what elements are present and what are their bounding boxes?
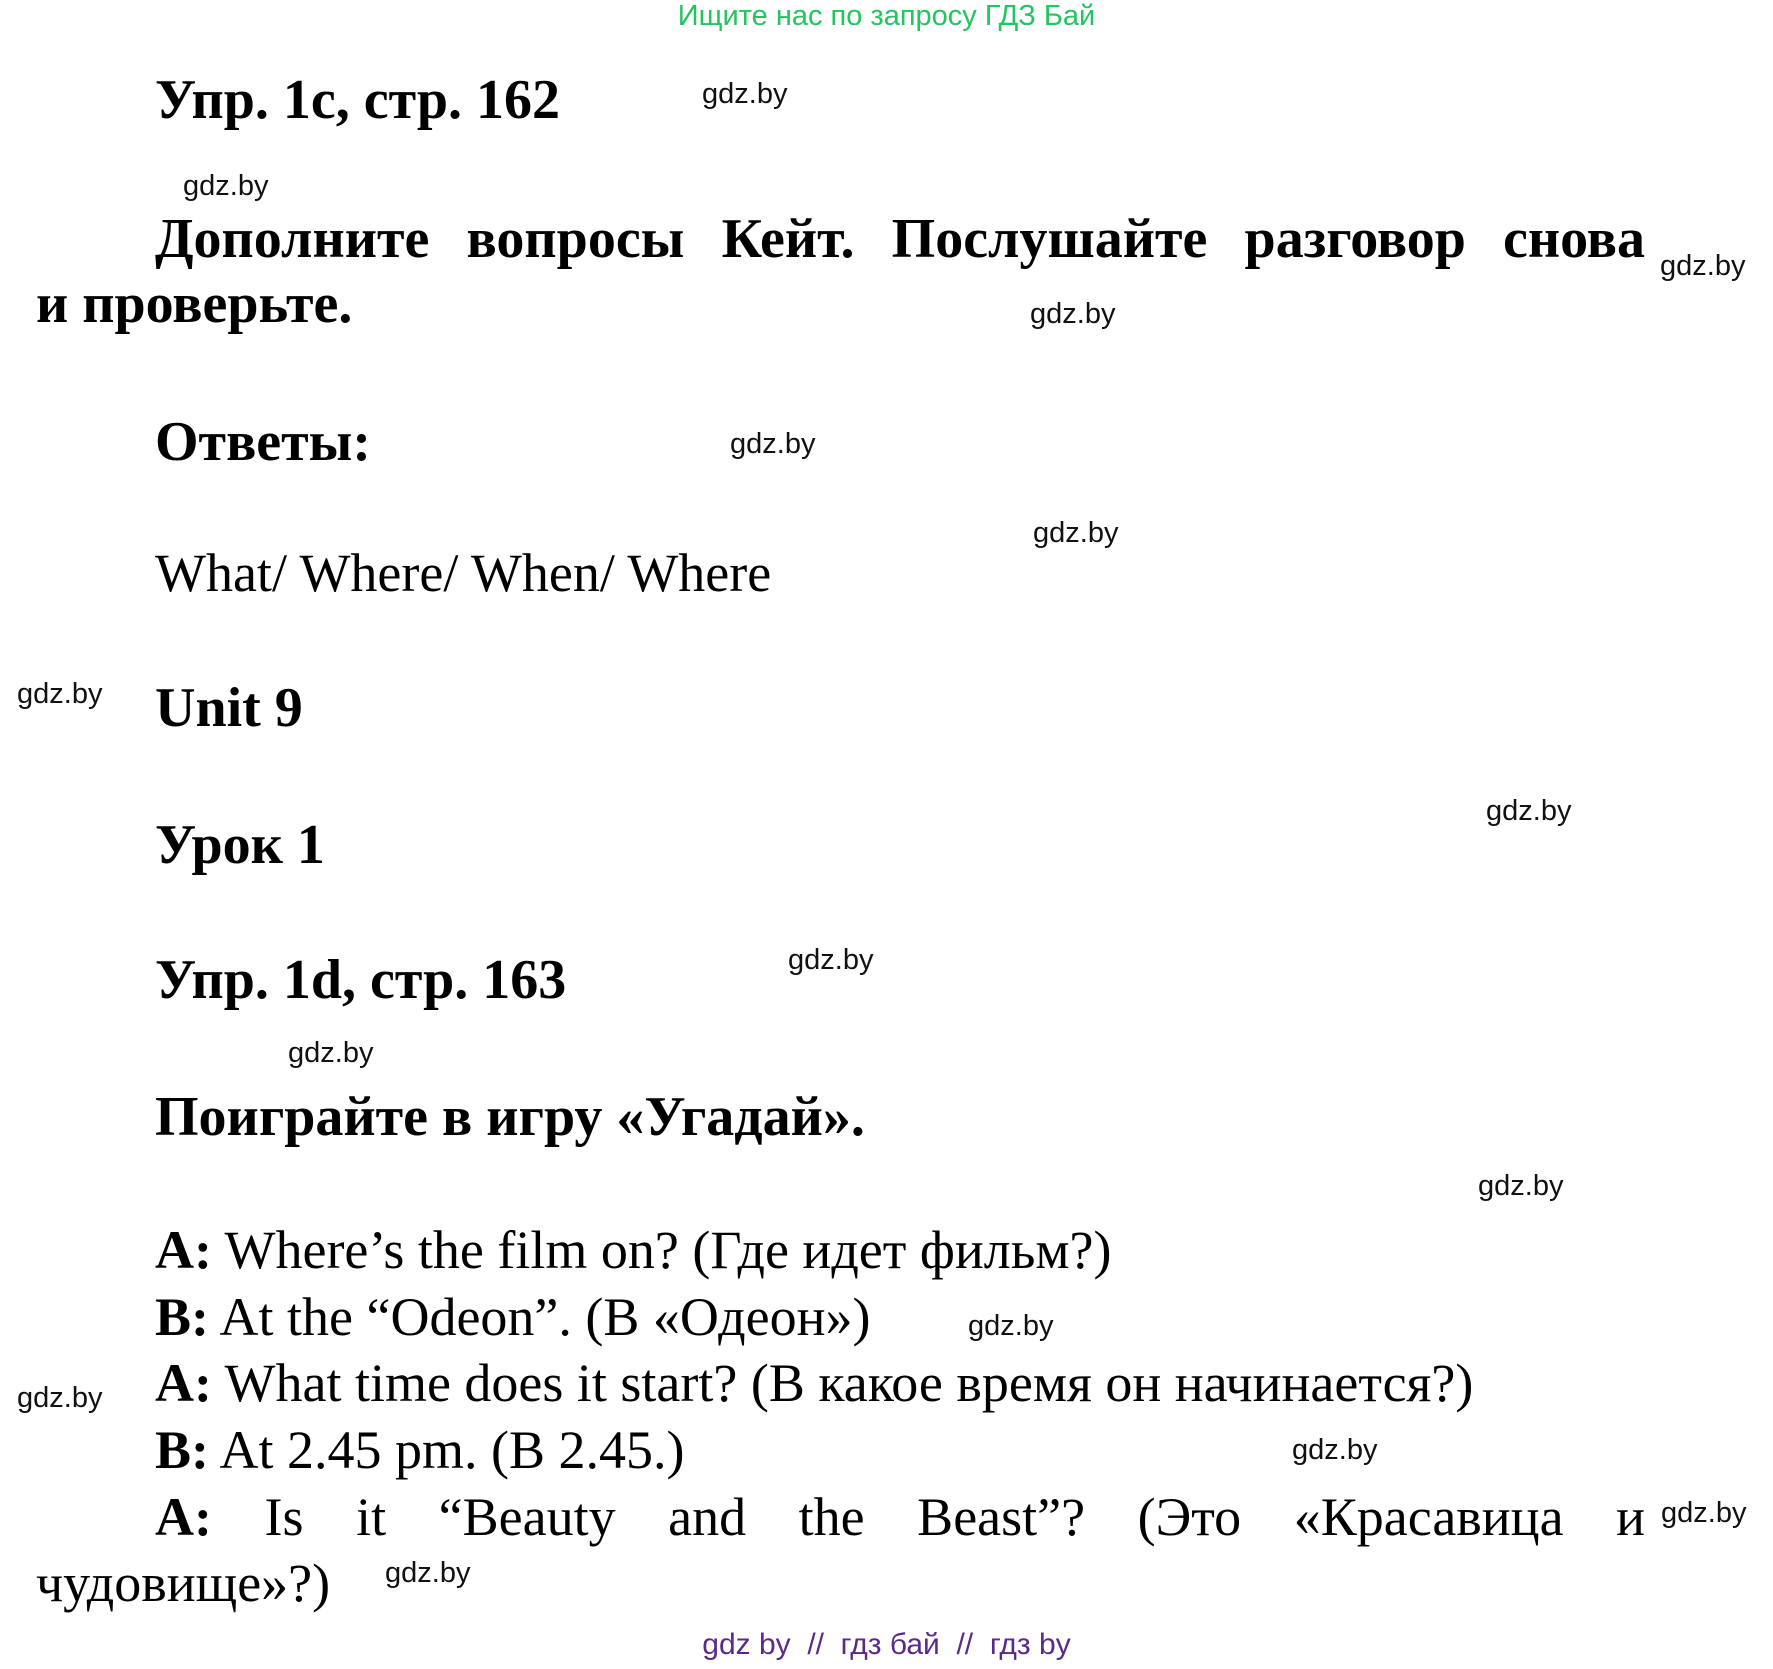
dialogue-line xyxy=(155,1219,1111,1281)
watermark: gdz.by xyxy=(1033,517,1119,549)
watermark: gdz.by xyxy=(183,170,269,202)
watermark: gdz.by xyxy=(17,1382,103,1414)
answers-label: Ответы: xyxy=(155,411,372,473)
watermark: gdz.by xyxy=(1292,1434,1378,1466)
watermark: gdz.by xyxy=(788,944,874,976)
watermark: gdz.by xyxy=(1486,795,1572,827)
dialogue-speaker: B: xyxy=(155,1420,209,1480)
dialogue-line xyxy=(155,1419,685,1481)
watermark: gdz.by xyxy=(702,78,788,110)
watermark: gdz.by xyxy=(1478,1170,1564,1202)
dialogue-text: At the “Odeon”. (В «Одеон») xyxy=(209,1287,871,1347)
watermark: gdz.by xyxy=(1660,250,1746,282)
dialogue-text: Where’s the film on? (Где идет фильм?) xyxy=(211,1220,1112,1280)
dialogue-line xyxy=(155,1352,1473,1414)
top-banner[interactable]: Ищите нас по запросу ГДЗ Бай xyxy=(677,0,1096,32)
watermark: gdz.by xyxy=(1661,1497,1747,1529)
watermark: gdz.by xyxy=(1030,298,1116,330)
watermark: gdz.by xyxy=(17,678,103,710)
watermark: gdz.by xyxy=(288,1037,374,1069)
exercise-1c-title: Упр. 1с, стр. 162 xyxy=(155,69,560,131)
dialogue-text: At 2.45 pm. (В 2.45.) xyxy=(209,1420,685,1480)
dialogue-speaker: A: xyxy=(155,1487,212,1547)
watermark: gdz.by xyxy=(968,1310,1054,1342)
exercise-1d-title: Упр. 1d, стр. 163 xyxy=(155,949,567,1011)
dialogue-speaker: A: xyxy=(155,1220,212,1280)
watermark: gdz.by xyxy=(730,428,816,460)
exercise-1c-task-line2: и проверьте. xyxy=(36,273,353,335)
dialogue-speaker: A: xyxy=(155,1353,212,1413)
footer-links[interactable]: gdz by // гдз бай // гдз by xyxy=(702,1628,1071,1661)
exercise-1d-task: Поиграйте в игру «Угадай». xyxy=(155,1086,865,1148)
answer-text: What/ Where/ When/ Where xyxy=(155,543,772,603)
dialogue-text: Is it “Beauty and the Beast”? (Это «Красавица и xyxy=(211,1487,1645,1547)
unit-heading: Unit 9 xyxy=(155,677,303,739)
dialogue-speaker: B: xyxy=(155,1287,209,1347)
dialogue-text: What time does it start? (В какое время он начинается?) xyxy=(211,1353,1474,1413)
lesson-heading: Урок 1 xyxy=(155,814,325,876)
watermark: gdz.by xyxy=(385,1557,471,1589)
dialogue-line xyxy=(155,1486,1645,1548)
dialogue-line-continued: чудовище»?) xyxy=(36,1553,331,1613)
exercise-1c-task-line1: Дополните вопросы Кейт. Послушайте разговор снова xyxy=(155,208,1645,270)
dialogue-line xyxy=(155,1286,871,1348)
